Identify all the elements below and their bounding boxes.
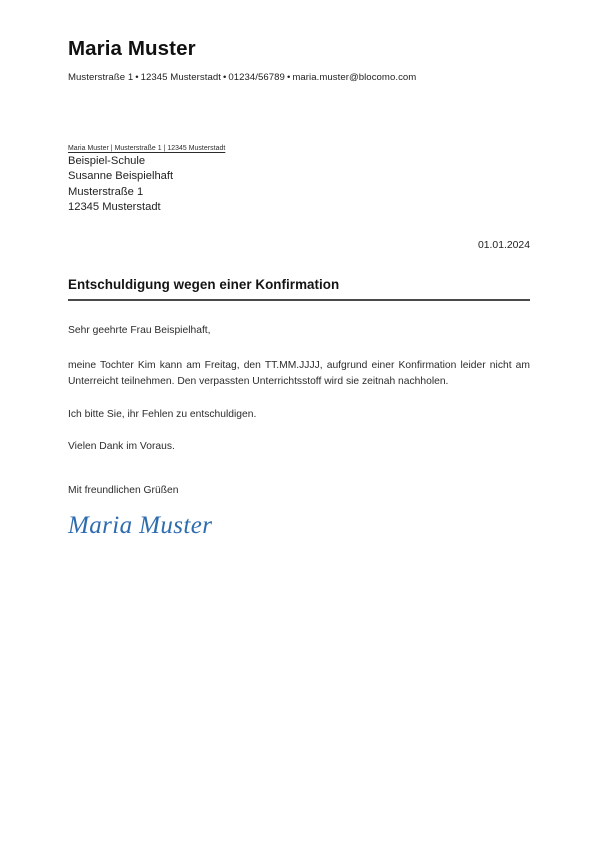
sender-name: Maria Muster: [68, 37, 196, 60]
sender-phone: 01234/56789: [228, 71, 285, 83]
contact-separator-icon: •: [135, 71, 139, 83]
contact-separator-icon: •: [286, 71, 291, 83]
letter-date: 01.01.2024: [477, 240, 530, 251]
sender-street: Musterstraße 1: [68, 71, 134, 83]
recipient-person: Susanne Beispielhaft: [68, 170, 174, 183]
salutation: Sehr geehrte Frau Beispielhaft,: [68, 324, 211, 336]
contact-separator-icon: •: [222, 71, 227, 83]
sender-city: 12345 Musterstadt: [140, 71, 221, 83]
recipient-organization: Beispiel-Schule: [68, 154, 146, 167]
letter-body: [68, 323, 530, 540]
sender-email: maria.muster@blocomo.com: [292, 71, 417, 83]
body-paragraph-main: meine Tochter Kim kann am Freitag, den TT.MM.JJJJ, aufgrund einer Konfirmation leider nicht am Unterreicht teilnehmen. Den verpassten Unterrichtsstoff wird sie zeitnah nachholen.: [68, 360, 530, 388]
recipient-address-block: [68, 145, 530, 216]
subject-divider: [68, 299, 530, 301]
signature: Maria Muster: [68, 512, 213, 540]
recipient-street: Musterstraße 1: [68, 185, 144, 198]
closing-line: Mit freundlichen Grüßen: [68, 484, 179, 496]
return-address-line: Maria Muster | Musterstraße 1 | 12345 Musterstadt: [68, 144, 226, 152]
subject-title: Entschuldigung wegen einer Konfirmation: [68, 277, 340, 292]
sender-contact-line: [68, 72, 530, 83]
subject-block: [68, 277, 530, 301]
body-paragraph-thanks: Vielen Dank im Voraus.: [68, 441, 175, 453]
letterhead: [68, 0, 530, 83]
body-paragraph-request: Ich bitte Sie, ihr Fehlen zu entschuldigen.: [68, 408, 257, 420]
letter-content: [68, 0, 530, 540]
recipient-city: 12345 Musterstadt: [68, 201, 161, 214]
